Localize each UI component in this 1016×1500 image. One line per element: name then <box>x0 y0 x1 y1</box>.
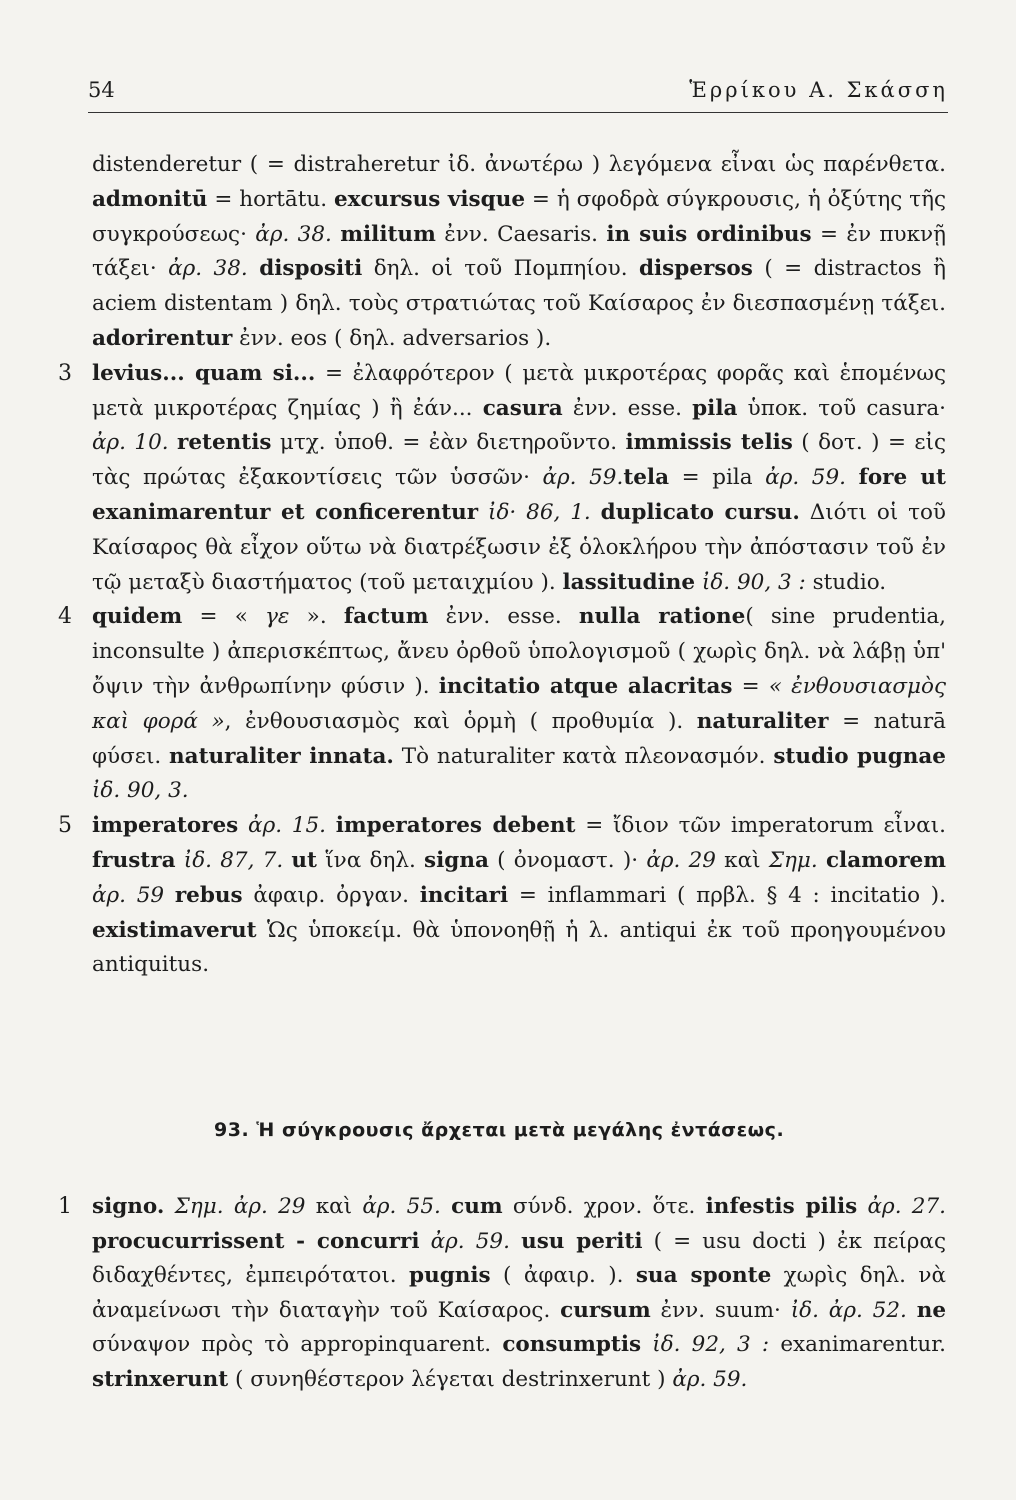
paragraph-number: 4 <box>58 604 72 630</box>
paragraph-number: 3 <box>58 360 72 386</box>
commentary-text-section-93 <box>58 1190 947 1398</box>
paragraph-number: 5 <box>58 813 72 839</box>
paragraph-3: 3 levius... quam si... = ἐλαφρότερον ( μετὰ μικροτέρας φορᾶς καὶ ἑπομένως μετὰ μικροτέρας ζημίας ) ἢ ἐάν... casura ἐνν. esse. pila ὑποκ. τοῦ casura· ἀρ. 10. retentis μτχ. ὑποθ. = ἐὰν διετηροῦντο. immissis telis ( δοτ. ) = εἰς τὰς πρώτας ἐξακοντίσεις τῶν ὑσσῶν· ἀρ. 59.tela = pila ἀρ. 59. fore ut exanimarentur et conficerentur ἰδ· 86, 1. duplicato cursu. Διότι οἱ τοῦ Καίσαρος θὰ εἶχον οὕτω νὰ διατρέξωσιν ἐξ ὁλοκλήρου τὴν ἀπόστασιν τοῦ ἐν τῷ μεταξὺ διαστήματος (τοῦ μεταιχμίου ). lassitudine ἰδ. 90, 3 : studio. <box>92 357 946 601</box>
commentary-text <box>58 148 947 983</box>
paragraph-4: 4 quidem = « γε ». factum ἐνν. esse. nulla ratione( sine prudentia, inconsulte ) ἀπερισκέπτως, ἄνευ ὀρθοῦ ὑπολογισμοῦ ( χωρὶς δηλ. νὰ λάβῃ ὑπ' ὄψιν τὴν ἀνθρωπίνην φύσιν ). incitatio atque alacritas = « ἐνθουσιασμὸς καὶ φορά », ἐνθουσιασμὸς καὶ ὁρμὴ ( προθυμία ). naturaliter = naturā φύσει. naturaliter innata. Τὸ naturaliter κατὰ πλεονασμόν. studio pugnae ἰδ. 90, 3. <box>92 600 946 809</box>
paragraph-number: 1 <box>58 1194 72 1219</box>
running-title: Ἑρρίκου Α. Σκάσση <box>689 78 948 102</box>
paragraph-5: 5 imperatores ἀρ. 15. imperatores debent = ἴδιον τῶν imperatorum εἶναι. frustra ἰδ. 87, 7. ut ἵνα δηλ. signa ( ὀνομαστ. )· ἀρ. 29 καὶ Σημ. clamorem ἀρ. 59 rebus ἀφαιρ. ὀργαν. incitari = inflammari ( πρβλ. § 4 : incitatio ). existimaverut Ὡς ὑποκείμ. θὰ ὑπονοηθῇ ἡ λ. antiqui ἐκ τοῦ προηγουμένου antiquitus. <box>92 809 946 983</box>
section-heading: 93. Ἡ σύγκρουσις ἄρχεται μετὰ μεγάλης ἐντάσεως. <box>214 1119 785 1141</box>
page-header <box>88 78 948 113</box>
page-number: 54 <box>88 78 115 102</box>
paragraph-1: 1 signo. Σημ. ἀρ. 29 καὶ ἀρ. 55. cum σύνδ. χρον. ὅτε. infestis pilis ἀρ. 27. procucurrissent - concurri ἀρ. 59. usu periti ( = usu docti ) ἐκ πείρας διδαχθέντες, ἐμπειρότατοι. pugnis ( ἀφαιρ. ). sua sponte χωρὶς δηλ. νὰ ἀναμείνωσι τὴν διαταγὴν τοῦ Καίσαρος. cursum ἐνν. suum· ἰδ. ἀρ. 52. ne σύναψον πρὸς τὸ appropinquarent. consumptis ἰδ. 92, 3 : exanimarentur. strinxerunt ( συνηθέστερον λέγεται destrinxerunt ) ἀρ. 59. <box>92 1190 946 1398</box>
paragraph-intro: distenderetur ( = distraheretur ἰδ. ἀνωτέρω ) λεγόμενα εἶναι ὡς παρένθετα. admonitū = hortātu. excursus visque = ἡ σφοδρὰ σύγκρουσις, ἡ ὀξύτης τῆς συγκρούσεως· ἀρ. 38. militum ἐνν. Caesaris. in suis ordinibus = ἐν πυκνῇ τάξει· ἀρ. 38. dispositi δηλ. οἱ τοῦ Πομπηίου. dispersos ( = distractos ἢ aciem distentam ) δηλ. τοὺς στρατιώτας τοῦ Καίσαρος ἐν διεσπασμένῃ τάξει. adorirentur ἐνν. eos ( δηλ. adversarios ). <box>92 152 946 351</box>
